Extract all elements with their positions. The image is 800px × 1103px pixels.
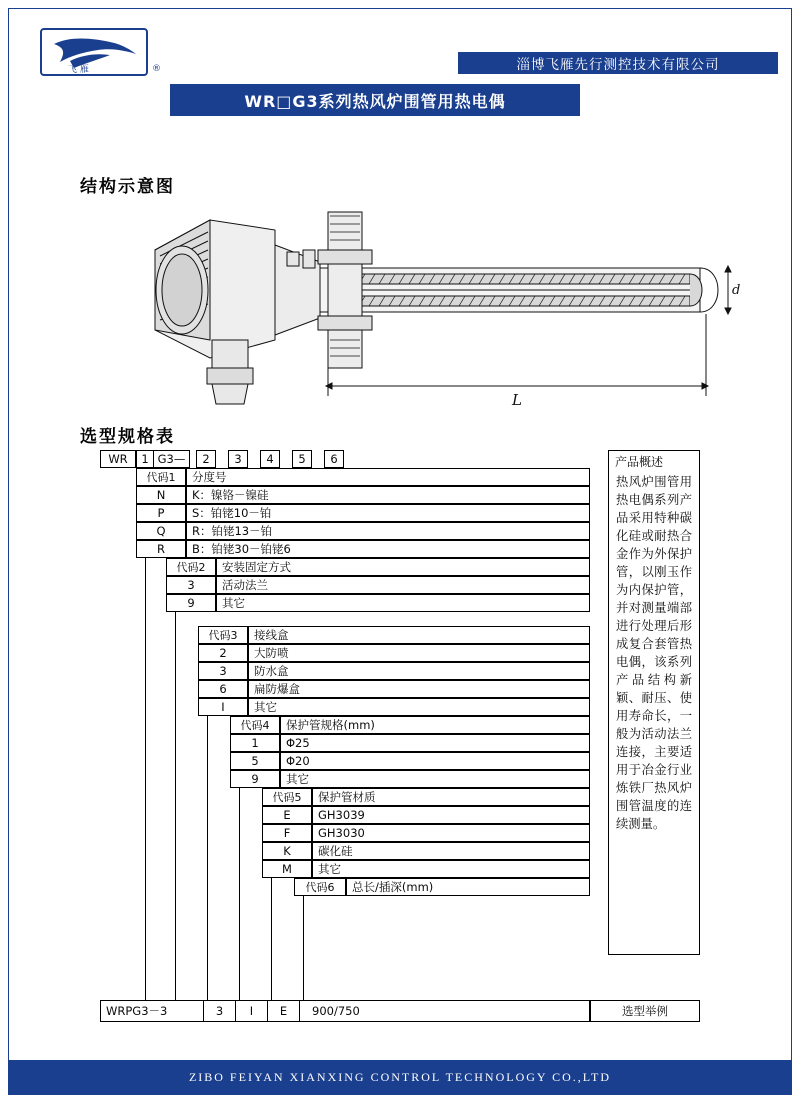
code-header-2: 2 [196, 450, 216, 468]
company-logo [40, 28, 170, 80]
group1-val-2: R：铂铑13－铂 [186, 522, 590, 540]
product-overview-title: 产品概述 [615, 454, 664, 469]
structure-diagram [60, 190, 740, 420]
group3-key-1: 3 [198, 662, 248, 680]
registered-mark: ® [152, 64, 161, 74]
group1-key-2: Q [136, 522, 186, 540]
section-title-structure: 结构示意图 [80, 177, 175, 197]
group3-key-2: 6 [198, 680, 248, 698]
company-name-bar: 淄博飞雁先行测控技术有限公司 [458, 52, 778, 74]
dimension-d-label: d [732, 283, 740, 298]
group4-key-1: 5 [230, 752, 280, 770]
leader-line-4 [239, 788, 240, 1000]
code-header-5: 5 [292, 450, 312, 468]
group4-code-label: 代码4 [230, 716, 280, 734]
group2-key-0: 3 [166, 576, 216, 594]
leader-line-3 [207, 716, 208, 1000]
group1-key-3: R [136, 540, 186, 558]
leader-line-5 [271, 878, 272, 1000]
group4-key-2: 9 [230, 770, 280, 788]
group1-code-label: 代码1 [136, 468, 186, 486]
group2-code-label: 代码2 [166, 558, 216, 576]
group6-name: 总长/插深(mm) [346, 878, 590, 896]
group1-val-3: B：铂铑30－铂铑6 [186, 540, 590, 558]
group4-key-0: 1 [230, 734, 280, 752]
section-title-spec: 选型规格表 [80, 427, 175, 447]
group3-val-1: 防水盒 [248, 662, 590, 680]
example-model: WRPG3－3 [100, 1000, 204, 1022]
group3-key-0: 2 [198, 644, 248, 662]
group2-val-0: 活动法兰 [216, 576, 590, 594]
group3-val-2: 扁防爆盒 [248, 680, 590, 698]
group2-name: 安装固定方式 [216, 558, 590, 576]
group5-name: 保护管材质 [312, 788, 590, 806]
group5-val-2: 碳化硅 [312, 842, 590, 860]
group5-key-2: K [262, 842, 312, 860]
svg-text:飞 雁: 飞 雁 [68, 65, 89, 75]
structure-diagram-svg [60, 190, 740, 420]
group3-val-0: 大防喷 [248, 644, 590, 662]
group4-val-0: Φ25 [280, 734, 590, 752]
example-label: 选型举例 [590, 1000, 700, 1022]
group5-key-3: M [262, 860, 312, 878]
leader-line-2 [175, 612, 176, 1000]
dimension-L-label: L [512, 391, 522, 409]
group2-val-1: 其它 [216, 594, 590, 612]
group1-key-1: P [136, 504, 186, 522]
group3-val-3: 其它 [248, 698, 590, 716]
product-overview-panel [608, 450, 700, 955]
example-c4: I [236, 1000, 268, 1022]
code-header-3: 3 [228, 450, 248, 468]
group5-val-1: GH3030 [312, 824, 590, 842]
code-header-6: 6 [324, 450, 344, 468]
group5-code-label: 代码5 [262, 788, 312, 806]
selection-spec-table [100, 450, 700, 1030]
code-header-wr: WR [100, 450, 136, 468]
footer-company-bar: ZIBO FEIYAN XIANXING CONTROL TECHNOLOGY CO.,LTD [9, 1060, 791, 1094]
leader-line-6 [303, 896, 304, 1000]
leader-line-1 [145, 558, 146, 1000]
group5-val-0: GH3039 [312, 806, 590, 824]
group1-name: 分度号 [186, 468, 590, 486]
example-c6: 900/750 [300, 1000, 590, 1022]
code-header-1: 1 [136, 450, 154, 468]
group4-name: 保护管规格(mm) [280, 716, 590, 734]
group1-val-0: K：镍铬－镍硅 [186, 486, 590, 504]
group4-val-1: Φ20 [280, 752, 590, 770]
code-header-4: 4 [260, 450, 280, 468]
group3-key-3: I [198, 698, 248, 716]
product-overview-text: 热风炉围管用热电偶系列产品采用特种碳化硅或耐热合金作为外保护管，以刚玉作为内保护管，并对测量端部进行处理后形成复合套管热电偶，该系列产品结构新颖、耐压、使用寿命长，一般为活动法兰连接，主要适用于冶金行业炼铁厂热风炉围管温度的连续测量。 [616, 475, 692, 831]
group5-val-3: 其它 [312, 860, 590, 878]
group5-key-0: E [262, 806, 312, 824]
group1-val-1: S：铂铑10－铂 [186, 504, 590, 522]
example-c3: 3 [204, 1000, 236, 1022]
group3-code-label: 代码3 [198, 626, 248, 644]
group2-key-1: 9 [166, 594, 216, 612]
example-c5: E [268, 1000, 300, 1022]
group4-val-2: 其它 [280, 770, 590, 788]
logo-bird-icon [40, 28, 160, 80]
product-title: WR□G3系列热风炉围管用热电偶 [170, 84, 580, 116]
group1-key-0: N [136, 486, 186, 504]
page-header [22, 20, 778, 90]
group6-code-label: 代码6 [294, 878, 346, 896]
code-header-g3: G3— [154, 450, 190, 468]
group3-name: 接线盒 [248, 626, 590, 644]
group5-key-1: F [262, 824, 312, 842]
